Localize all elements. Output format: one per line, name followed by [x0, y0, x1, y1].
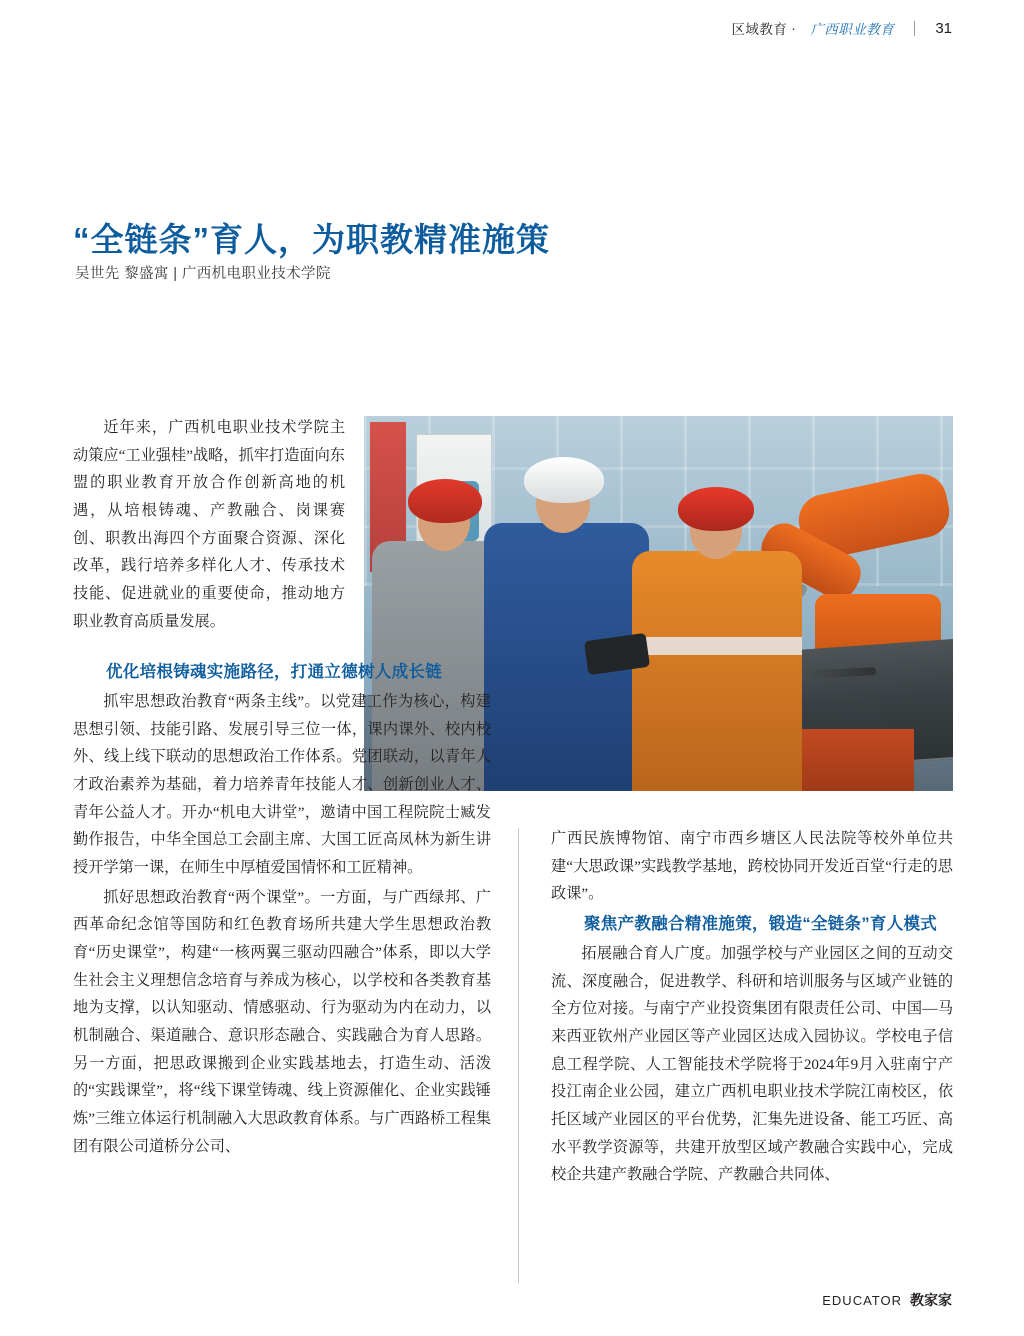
page-number: 31: [935, 19, 952, 37]
worker-right-body: [632, 551, 802, 791]
section-heading-2: 聚焦产教融合精准施策，锻造“全链条”育人模式: [584, 914, 938, 933]
worker-right-red-helmet-icon: [678, 487, 754, 531]
running-head-journal: 广西职业教育: [810, 22, 895, 37]
column-divider: [518, 828, 519, 1283]
worker-left-red-helmet-icon: [408, 479, 482, 523]
section-heading-1: 优化培根铸魂实施路径，打通立德树人成长链: [106, 663, 442, 681]
body-paragraph-3: 广西民族博物馆、南宁市西乡塘区人民法院等校外单位共建“大思政课”实践教学基地，跨校协同开发近百堂“行走的思政课”。: [551, 830, 953, 903]
right-column: [551, 825, 953, 1191]
photo-worker-right: [632, 491, 802, 791]
body-paragraph-1: 抓牢思想政治教育“两条主线”。以党建工作为核心，构建思想引领、技能引路、发展引导三位一体，课内课外、校内校外、线上线下联动的思想政治工作体系。党团联动，以青年人才政治素养为基础，着力培养青年技能人才、创新创业人才、青年公益人才。开办“机电大讲堂”，邀请中国工程院院士臧发勤作报告，中华全国总工会副主席、大国工匠高凤林为新生讲授开学第一课，在师生中厚植爱国情怀和工匠精神。: [73, 693, 491, 876]
left-column: [73, 658, 491, 1162]
photo-worker-center: [484, 461, 649, 791]
footer-brand: [822, 1290, 952, 1310]
running-head: [731, 18, 952, 38]
running-head-divider: [914, 21, 915, 36]
footer-brand-cn: 教家家: [910, 1292, 952, 1308]
page-title: “全链条”育人，为职教精准施策: [73, 221, 550, 259]
running-head-section: 区域教育 ·: [731, 22, 797, 37]
intro-paragraph: 近年来，广西机电职业技术学院主动策应“工业强桂”战略，抓牢打造面向东盟的职业教育开放合作创新高地的机遇，从培根铸魂、产教融合、岗课赛创、职教出海四个方面聚合资源、深化改革，践行培养多样化人才、传承技术技能、促进就业的重要使命，推动地方职业教育高质量发展。: [73, 419, 345, 630]
footer-brand-en: EDUCATOR: [822, 1293, 902, 1308]
worker-center-white-helmet-icon: [524, 457, 604, 503]
body-paragraph-2: 抓好思想政治教育“两个课堂”。一方面，与广西绿邦、广西革命纪念馆等国防和红色教育场所共建大学生思想政治教育“历史课堂”，构建“一核两翼三驱动四融合”体系，即以大学生社会主义理想信念培育与养成为核心，以学校和各类教育基地为支撑，以认知驱动、情感驱动、行为驱动为内在动力，以机制融合、渠道融合、意识形态融合、实践融合为育人思路。另一方面，把思政课搬到企业实践基地去，打造生动、活泼的“实践课堂”，将“线下课堂铸魂、线上资源催化、企业实践锤炼”三维立体运行机制融入大思政教育体系。与广西路桥工程集团有限公司道桥分公司、: [73, 888, 491, 1155]
body-paragraph-4: 拓展融合育人广度。加强学校与产业园区之间的互动交流、深度融合，促进教学、科研和培训服务与区域产业链的全方位对接。与南宁产业投资集团有限责任公司、中国—马来西亚钦州产业园区等产业园区达成入园协议。学校电子信息工程学院、人工智能技术学院将于2024年9月入驻南宁产投江南企业公园，建立广西机电职业技术学院江南校区，依托区域产业园区的平台优势，汇集先进设备、能工巧匠、高水平教学资源等，共建开放型区域产教融合实践中心，完成校企共建产教融合学院、产教融合共同体、: [551, 945, 953, 1184]
byline: 吴世先 黎盛寓 | 广西机电职业技术学院: [75, 266, 331, 282]
intro-column: [73, 414, 345, 637]
